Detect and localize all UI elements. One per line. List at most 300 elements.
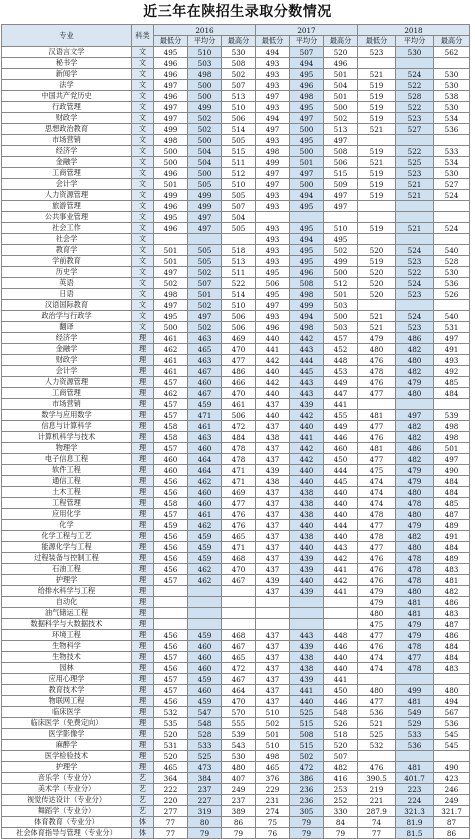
cell-max-2018: 527 — [434, 179, 470, 190]
table-row — [2, 256, 470, 267]
cell-avg-2016: 503 — [188, 58, 222, 69]
cell-major: 教育学 — [2, 245, 132, 256]
cell-avg-2016: 459 — [188, 553, 222, 564]
cell-avg-2018: 486 — [396, 333, 434, 344]
cell-major: 生物技术 — [2, 652, 132, 663]
cell-major: 数据科学与大数据技术 — [2, 619, 132, 630]
cell-category: 文 — [132, 234, 154, 245]
cell-max-2017: 253 — [324, 784, 358, 795]
cell-major: 秘书学 — [2, 58, 132, 69]
cell-max-2017: 443 — [324, 542, 358, 553]
cell-max-2017: 502 — [324, 113, 358, 124]
table-row — [2, 234, 470, 245]
cell-avg-2016: 467 — [188, 388, 222, 399]
cell-min-2018: 519 — [358, 256, 396, 267]
cell-min-2018: 221 — [358, 795, 396, 806]
cell-avg-2016: 510 — [188, 47, 222, 58]
cell-major: 社会体育指导与管理（专业分） — [2, 828, 132, 839]
cell-avg-2016: 464 — [188, 454, 222, 465]
cell-category: 理 — [132, 443, 154, 454]
cell-category: 理 — [132, 344, 154, 355]
cell-min-2017: 437 — [256, 586, 290, 597]
cell-min-2017: 437 — [256, 399, 290, 410]
cell-avg-2016: 500 — [188, 91, 222, 102]
cell-avg-2016: 504 — [188, 157, 222, 168]
cell-avg-2018: 480 — [396, 586, 434, 597]
cell-max-2018: 487 — [434, 509, 470, 520]
cell-max-2016: 530 — [222, 751, 256, 762]
cell-major: 汉语言文学 — [2, 47, 132, 58]
cell-max-2016: 472 — [222, 421, 256, 432]
cell-max-2016: 389 — [222, 806, 256, 817]
cell-avg-2018: 478 — [396, 663, 434, 674]
header-min: 最低分 — [154, 36, 188, 47]
cell-avg-2018: 523 — [396, 289, 434, 300]
cell-min-2017: 496 — [256, 322, 290, 333]
table-row — [2, 531, 470, 542]
table-row — [2, 355, 470, 366]
cell-min-2018: 219 — [358, 784, 396, 795]
cell-max-2016: 480 — [222, 762, 256, 773]
cell-min-2018: 476 — [358, 432, 396, 443]
cell-avg-2017: 443 — [290, 630, 324, 641]
cell-category: 文 — [132, 311, 154, 322]
cell-avg-2017: 443 — [290, 344, 324, 355]
cell-category: 理 — [132, 718, 154, 729]
cell-max-2018: 484 — [434, 652, 470, 663]
cell-min-2016: 277 — [154, 806, 188, 817]
cell-min-2018: 519 — [358, 146, 396, 157]
cell-avg-2018: 481 — [396, 762, 434, 773]
table-row — [2, 729, 470, 740]
header-major: 专业 — [2, 25, 132, 47]
cell-avg-2017: 440 — [290, 520, 324, 531]
cell-min-2018: 477 — [358, 696, 396, 707]
cell-max-2017: 440 — [324, 498, 358, 509]
table-row — [2, 773, 470, 784]
cell-avg-2016: 499 — [188, 102, 222, 113]
cell-min-2017: 440 — [256, 410, 290, 421]
cell-major: 化学工程与工艺 — [2, 531, 132, 542]
cell-major: 软件工程 — [2, 465, 132, 476]
cell-min-2016: 456 — [154, 663, 188, 674]
cell-max-2018: 501 — [434, 443, 470, 454]
cell-max-2018: 498 — [434, 432, 470, 443]
cell-avg-2017: 515 — [290, 740, 324, 751]
cell-min-2017: 495 — [256, 289, 290, 300]
cell-max-2016: 467 — [222, 575, 256, 586]
cell-max-2018: 484 — [434, 641, 470, 652]
cell-major: 临床医学 — [2, 707, 132, 718]
cell-major: 工商管理 — [2, 388, 132, 399]
cell-avg-2018: 521 — [396, 179, 434, 190]
cell-max-2017: 507 — [324, 751, 358, 762]
cell-major: 经济学 — [2, 146, 132, 157]
cell-major: 人力资源管理 — [2, 190, 132, 201]
cell-major: 过程装备与控制工程 — [2, 553, 132, 564]
cell-avg-2016: 460 — [188, 443, 222, 454]
table-row — [2, 476, 470, 487]
cell-category: 理 — [132, 619, 154, 630]
cell-avg-2017: 497 — [290, 113, 324, 124]
table-row — [2, 630, 470, 641]
cell-min-2018: 478 — [358, 366, 396, 377]
cell-max-2018: 423 — [434, 773, 470, 784]
cell-max-2017 — [324, 619, 358, 630]
cell-max-2016 — [222, 619, 256, 630]
cell-max-2016: 249 — [222, 784, 256, 795]
cell-min-2016: 457 — [154, 443, 188, 454]
cell-max-2016: 518 — [222, 245, 256, 256]
cell-min-2017: 493 — [256, 80, 290, 91]
table-row — [2, 498, 470, 509]
cell-max-2018: 487 — [434, 619, 470, 630]
cell-avg-2018: 533 — [396, 729, 434, 740]
cell-min-2017: 442 — [256, 355, 290, 366]
cell-max-2016: 484 — [222, 432, 256, 443]
cell-category: 理 — [132, 564, 154, 575]
cell-category: 理 — [132, 586, 154, 597]
cell-avg-2018: 522 — [396, 146, 434, 157]
cell-max-2016: 466 — [222, 377, 256, 388]
cell-min-2017: 440 — [256, 333, 290, 344]
cell-min-2018: 479 — [358, 597, 396, 608]
cell-avg-2017: 442 — [290, 410, 324, 421]
cell-min-2018: 519 — [358, 91, 396, 102]
cell-avg-2016 — [188, 608, 222, 619]
cell-major: 会计学 — [2, 179, 132, 190]
cell-category: 理 — [132, 762, 154, 773]
cell-avg-2018: 525 — [396, 157, 434, 168]
header-year-2017: 2017 — [256, 25, 358, 36]
table-row — [2, 223, 470, 234]
cell-min-2016: 456 — [154, 487, 188, 498]
cell-max-2017: 503 — [324, 322, 358, 333]
cell-avg-2016: 319 — [188, 806, 222, 817]
cell-avg-2018: 479 — [396, 619, 434, 630]
cell-avg-2016: 460 — [188, 487, 222, 498]
cell-category: 理 — [132, 509, 154, 520]
cell-avg-2016 — [188, 619, 222, 630]
cell-max-2018: 491 — [434, 344, 470, 355]
cell-min-2018: 479 — [358, 586, 396, 597]
table-row — [2, 520, 470, 531]
cell-max-2018 — [434, 399, 470, 410]
cell-avg-2018: 524 — [396, 278, 434, 289]
cell-avg-2016: 459 — [188, 531, 222, 542]
cell-max-2017: 499 — [324, 256, 358, 267]
cell-avg-2016: 227 — [188, 795, 222, 806]
cell-min-2016 — [154, 619, 188, 630]
cell-min-2017: 501 — [256, 729, 290, 740]
table-row — [2, 465, 470, 476]
cell-avg-2017: 438 — [290, 652, 324, 663]
cell-min-2017: 502 — [256, 718, 290, 729]
table-row — [2, 322, 470, 333]
cell-max-2018: 536 — [434, 278, 470, 289]
cell-major: 翻译 — [2, 322, 132, 333]
cell-max-2018: 538 — [434, 91, 470, 102]
cell-major: 日语 — [2, 289, 132, 300]
cell-avg-2016: 460 — [188, 663, 222, 674]
cell-min-2017: 493 — [256, 58, 290, 69]
cell-min-2018: 525 — [358, 729, 396, 740]
cell-min-2017: 437 — [256, 553, 290, 564]
cell-category: 理 — [132, 553, 154, 564]
cell-min-2017: 274 — [256, 806, 290, 817]
cell-min-2016: 456 — [154, 531, 188, 542]
cell-min-2016: 497 — [154, 113, 188, 124]
cell-min-2018: 476 — [358, 553, 396, 564]
cell-avg-2018: 482 — [396, 366, 434, 377]
cell-max-2016: 522 — [222, 278, 256, 289]
table-row — [2, 828, 470, 839]
cell-avg-2016: 460 — [188, 498, 222, 509]
cell-max-2018 — [434, 674, 470, 685]
cell-max-2018: 486 — [434, 630, 470, 641]
cell-max-2018: 483 — [434, 608, 470, 619]
table-row — [2, 69, 470, 80]
header-year-2016: 2016 — [154, 25, 256, 36]
cell-min-2016: 500 — [154, 157, 188, 168]
cell-min-2016: 498 — [154, 135, 188, 146]
table-row — [2, 410, 470, 421]
table-row — [2, 267, 470, 278]
cell-category: 理 — [132, 421, 154, 432]
cell-avg-2018: 482 — [396, 344, 434, 355]
cell-min-2018 — [358, 212, 396, 223]
table-row — [2, 58, 470, 69]
cell-max-2018: 531 — [434, 322, 470, 333]
cell-category: 文 — [132, 300, 154, 311]
cell-major: 体育教育（专业分） — [2, 817, 132, 828]
cell-category: 文 — [132, 80, 154, 91]
cell-min-2017: 437 — [256, 443, 290, 454]
cell-avg-2017: 439 — [290, 641, 324, 652]
cell-max-2016: 506 — [222, 410, 256, 421]
cell-avg-2016: 461 — [188, 509, 222, 520]
cell-max-2017: 79 — [324, 828, 358, 839]
cell-avg-2018: 478 — [396, 575, 434, 586]
cell-major: 历史学 — [2, 267, 132, 278]
cell-min-2018: 480 — [358, 344, 396, 355]
cell-avg-2018: 477 — [396, 652, 434, 663]
cell-major: 美术学（专业分） — [2, 784, 132, 795]
cell-avg-2016: 79 — [188, 828, 222, 839]
cell-min-2017: 229 — [256, 784, 290, 795]
table-row — [2, 740, 470, 751]
cell-min-2016: 364 — [154, 773, 188, 784]
cell-min-2017: 497 — [256, 300, 290, 311]
cell-category: 艺 — [132, 784, 154, 795]
table-row — [2, 487, 470, 498]
cell-min-2016: 501 — [154, 256, 188, 267]
cell-category: 文 — [132, 278, 154, 289]
cell-min-2018: 477 — [358, 520, 396, 531]
cell-min-2018 — [358, 135, 396, 146]
cell-avg-2017: 440 — [290, 575, 324, 586]
cell-max-2018: 536 — [434, 124, 470, 135]
cell-max-2016: 468 — [222, 630, 256, 641]
cell-avg-2016: 507 — [188, 278, 222, 289]
cell-avg-2018: 524 — [396, 69, 434, 80]
cell-max-2016: 506 — [222, 322, 256, 333]
cell-avg-2017: 501 — [290, 157, 324, 168]
cell-avg-2018: 482 — [396, 421, 434, 432]
cell-category: 理 — [132, 542, 154, 553]
cell-avg-2018: 522 — [396, 80, 434, 91]
table-row — [2, 421, 470, 432]
cell-avg-2018: 81.5 — [396, 828, 434, 839]
cell-min-2016: 500 — [154, 146, 188, 157]
cell-major: 计算机科学与技术 — [2, 432, 132, 443]
cell-min-2016: 497 — [154, 80, 188, 91]
cell-min-2018 — [358, 201, 396, 212]
cell-category: 理 — [132, 399, 154, 410]
table-row — [2, 795, 470, 806]
cell-category: 文 — [132, 168, 154, 179]
cell-avg-2017: 440 — [290, 421, 324, 432]
cell-major: 工商管理 — [2, 168, 132, 179]
cell-min-2016: 496 — [154, 58, 188, 69]
cell-max-2018 — [434, 135, 470, 146]
cell-category: 艺 — [132, 795, 154, 806]
cell-avg-2017: 495 — [290, 256, 324, 267]
cell-min-2018 — [358, 399, 396, 410]
cell-avg-2016: 547 — [188, 707, 222, 718]
cell-min-2018: 479 — [358, 333, 396, 344]
cell-avg-2018: 480 — [396, 487, 434, 498]
cell-min-2018 — [358, 674, 396, 685]
header-avg: 平均分 — [396, 36, 434, 47]
cell-major: 石油工程 — [2, 564, 132, 575]
cell-major: 财政学 — [2, 355, 132, 366]
cell-major: 能源化学与工程 — [2, 542, 132, 553]
table-row — [2, 300, 470, 311]
cell-avg-2017: 494 — [290, 234, 324, 245]
cell-avg-2018 — [396, 201, 434, 212]
cell-avg-2016: 80 — [188, 817, 222, 828]
cell-avg-2018 — [396, 300, 434, 311]
table-header — [2, 25, 470, 47]
cell-avg-2018: 524 — [396, 311, 434, 322]
cell-avg-2016: 548 — [188, 718, 222, 729]
cell-max-2016: 511 — [222, 267, 256, 278]
cell-min-2017: 493 — [256, 245, 290, 256]
cell-category: 理 — [132, 663, 154, 674]
cell-major: 财政学 — [2, 113, 132, 124]
cell-min-2017: 497 — [256, 168, 290, 179]
cell-min-2017: 438 — [256, 432, 290, 443]
cell-avg-2017: 494 — [290, 311, 324, 322]
cell-max-2016: 469 — [222, 333, 256, 344]
cell-max-2017 — [324, 608, 358, 619]
cell-max-2016: 570 — [222, 707, 256, 718]
cell-max-2016: 470 — [222, 388, 256, 399]
cell-max-2017: 441 — [324, 586, 358, 597]
cell-min-2016: 462 — [154, 388, 188, 399]
cell-category: 文 — [132, 190, 154, 201]
cell-avg-2016: 505 — [188, 179, 222, 190]
cell-max-2017: 455 — [324, 410, 358, 421]
cell-min-2018: 477 — [358, 388, 396, 399]
table-row — [2, 751, 470, 762]
cell-max-2016: 505 — [222, 135, 256, 146]
cell-avg-2017: 498 — [290, 91, 324, 102]
table-row — [2, 509, 470, 520]
table-row — [2, 443, 470, 454]
cell-max-2018: 497 — [434, 333, 470, 344]
cell-min-2016: 501 — [154, 179, 188, 190]
cell-max-2017: 445 — [324, 476, 358, 487]
cell-category: 文 — [132, 256, 154, 267]
cell-avg-2016 — [188, 234, 222, 245]
cell-category: 体 — [132, 828, 154, 839]
cell-min-2016 — [154, 234, 188, 245]
cell-major: 旅游管理 — [2, 201, 132, 212]
cell-avg-2018: 523 — [396, 256, 434, 267]
cell-max-2018: 489 — [434, 520, 470, 531]
cell-min-2017: 437 — [256, 674, 290, 685]
cell-max-2017: 440 — [324, 509, 358, 520]
cell-avg-2018: 527 — [396, 124, 434, 135]
cell-max-2017: 440 — [324, 487, 358, 498]
cell-min-2018: 520 — [358, 278, 396, 289]
cell-min-2016: 220 — [154, 795, 188, 806]
cell-avg-2017: 508 — [290, 729, 324, 740]
cell-min-2017: 437 — [256, 641, 290, 652]
cell-major: 法学 — [2, 80, 132, 91]
cell-category: 文 — [132, 179, 154, 190]
cell-avg-2017: 439 — [290, 586, 324, 597]
cell-max-2018: 491 — [434, 531, 470, 542]
cell-category: 文 — [132, 245, 154, 256]
cell-max-2017: 500 — [324, 267, 358, 278]
cell-min-2018 — [358, 234, 396, 245]
cell-avg-2016: 460 — [188, 641, 222, 652]
cell-min-2018: 476 — [358, 377, 396, 388]
cell-min-2017 — [256, 608, 290, 619]
cell-max-2017: 440 — [324, 663, 358, 674]
cell-min-2016: 497 — [154, 102, 188, 113]
cell-max-2018: 497 — [434, 454, 470, 465]
cell-major: 会计学 — [2, 366, 132, 377]
cell-avg-2017: 502 — [290, 751, 324, 762]
cell-max-2017: 452 — [324, 344, 358, 355]
cell-min-2018: 477 — [358, 630, 396, 641]
cell-min-2016: 495 — [154, 47, 188, 58]
cell-max-2018 — [434, 212, 470, 223]
cell-min-2018: 519 — [358, 113, 396, 124]
cell-avg-2016: 461 — [188, 421, 222, 432]
cell-min-2016: 497 — [154, 267, 188, 278]
cell-max-2016: 513 — [222, 91, 256, 102]
cell-avg-2018: 522 — [396, 102, 434, 113]
cell-min-2018: 532 — [358, 740, 396, 751]
cell-max-2018: 484 — [434, 542, 470, 553]
table-row — [2, 817, 470, 828]
cell-max-2018: 483 — [434, 663, 470, 674]
cell-major: 舞蹈学（专业分） — [2, 806, 132, 817]
cell-avg-2017: 500 — [290, 179, 324, 190]
cell-max-2016: 504 — [222, 212, 256, 223]
cell-min-2016: 456 — [154, 696, 188, 707]
cell-min-2018: 474 — [358, 498, 396, 509]
cell-min-2017: 493 — [256, 223, 290, 234]
cell-max-2016: 506 — [222, 113, 256, 124]
cell-avg-2017: 438 — [290, 498, 324, 509]
cell-category: 理 — [132, 432, 154, 443]
